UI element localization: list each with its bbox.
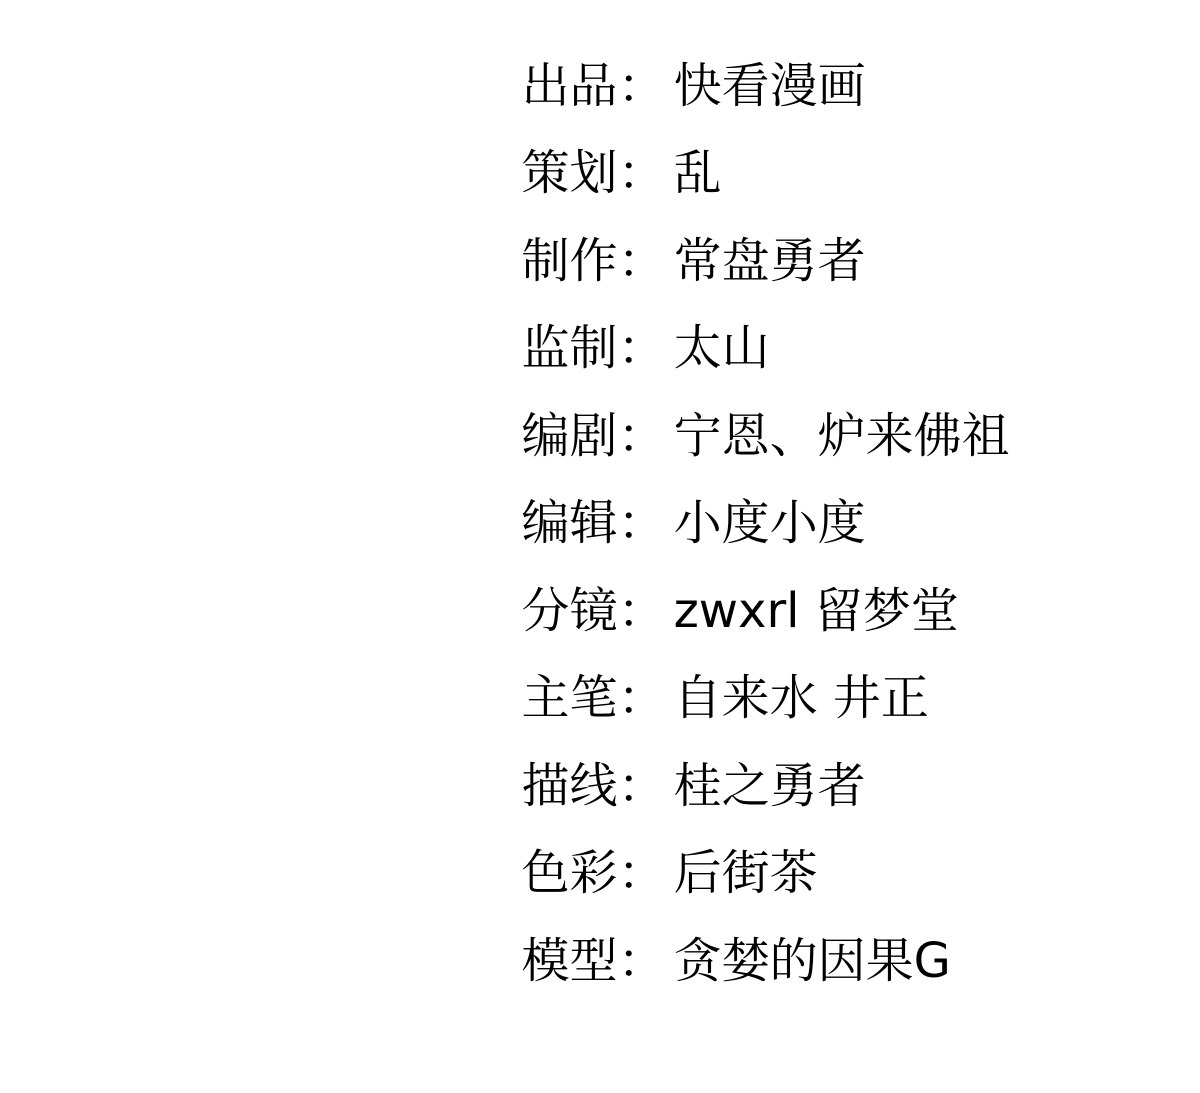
credit-colon: ：: [617, 495, 666, 551]
credit-colon: ：: [617, 232, 666, 289]
credit-label: 制作: [521, 232, 618, 289]
credit-label: 分镜: [521, 582, 618, 639]
credit-colon: ：: [617, 145, 666, 201]
credit-colon: ：: [617, 670, 666, 726]
credit-label: 模型: [521, 932, 618, 989]
credit-value: zwxrl 留梦堂: [673, 582, 959, 639]
credits-list: [430, 0, 1010, 989]
credit-label: 编剧: [521, 407, 618, 464]
credit-label: 主笔: [521, 670, 618, 726]
credit-value: 乱: [673, 145, 722, 201]
credit-value: 常盘勇者: [673, 232, 866, 289]
credit-value: 太山: [673, 320, 770, 376]
credit-colon: ：: [617, 757, 666, 814]
credit-label: 编辑: [521, 495, 618, 551]
credit-row-chupin: [430, 0, 1010, 114]
credit-label: 色彩: [521, 845, 618, 901]
credit-value: 贪婪的因果G: [673, 932, 951, 989]
credit-value: 后街茶: [673, 845, 818, 901]
credit-value: 小度小度: [673, 495, 866, 551]
credit-value: 快看漫画: [673, 57, 866, 114]
credit-colon: ：: [617, 57, 666, 114]
credit-colon: ：: [617, 932, 666, 989]
credit-colon: ：: [617, 407, 666, 464]
credit-label: 出品: [521, 57, 618, 114]
credit-label: 策划: [521, 145, 618, 201]
credit-value: 自来水 井正: [673, 670, 929, 726]
credit-colon: ：: [617, 845, 666, 901]
credit-colon: ：: [617, 582, 666, 639]
credit-label: 描线: [521, 757, 618, 814]
credit-value: 桂之勇者: [673, 757, 866, 814]
credit-colon: ：: [617, 320, 666, 376]
credit-label: 监制: [521, 320, 618, 376]
credit-value: 宁恩、炉来佛祖: [673, 407, 1010, 464]
